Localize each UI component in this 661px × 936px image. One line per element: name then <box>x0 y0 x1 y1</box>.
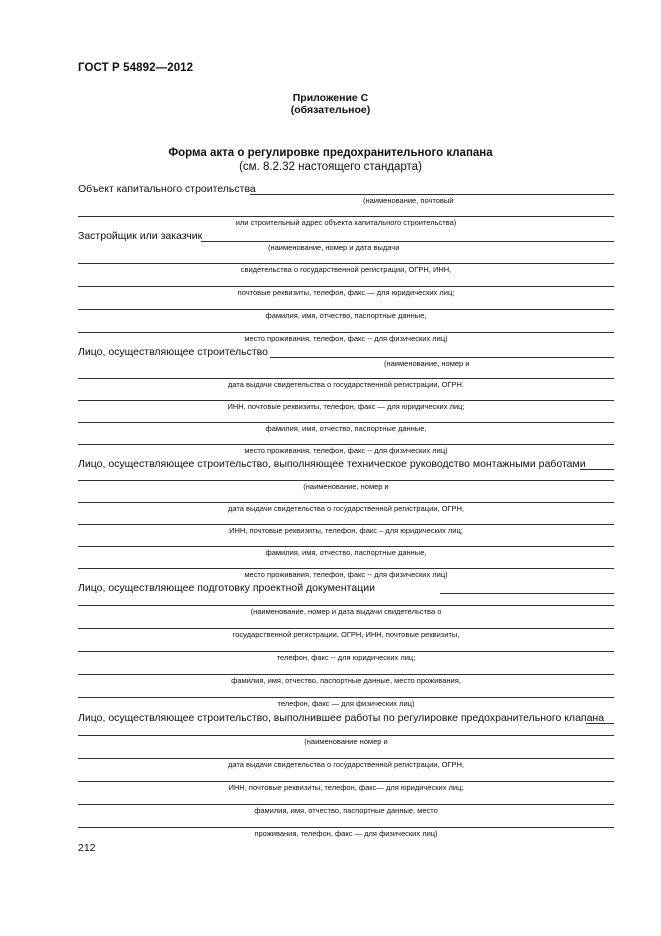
field-caption: фамилия, имя, отчество, паспортные данные, <box>265 424 427 433</box>
fill-line[interactable] <box>78 697 614 698</box>
fill-line[interactable] <box>78 216 614 217</box>
field-caption: фамилия, имя, отчество, паспортные данные, <box>265 311 427 320</box>
appendix-status: (обязательное) <box>290 104 371 116</box>
field-hint: (наименование, номер и дата выдачи <box>268 243 400 252</box>
field-caption: фамилия, имя, отчество, паспортные данные, место <box>254 806 438 815</box>
fill-line[interactable] <box>78 400 614 401</box>
standard-designation: ГОСТ Р 54892—2012 <box>78 62 194 74</box>
fill-line[interactable] <box>78 263 614 264</box>
fill-line[interactable] <box>78 378 614 379</box>
field-caption: телефон, факс — для физических лиц) <box>277 699 415 708</box>
fill-line[interactable] <box>78 309 614 310</box>
fill-line-valve-adjuster[interactable] <box>586 723 614 724</box>
field-caption: ИНН, почтовые реквизиты, телефон, факс – для юридических лиц; <box>229 526 463 535</box>
field-caption: или строительный адрес объекта капитального строительства) <box>235 218 457 227</box>
field-caption: место проживания, телефон, факс -- для физических лиц) <box>244 570 448 579</box>
field-caption: место проживания, телефон, факс -- для физических лиц) <box>244 446 448 455</box>
field-caption: фамилия, имя, отчество, паспортные данные, место проживания, <box>231 676 461 685</box>
field-caption: дата выдачи свидетельства о государственной регистрации, ОГРН, <box>227 504 465 513</box>
field-caption: ИНН, почтовые реквизиты, телефон, факс— для юридических лиц; <box>228 783 464 792</box>
fill-line[interactable] <box>78 332 614 333</box>
field-caption: телефон, факс -- для юридических лиц; <box>276 653 416 662</box>
field-label-construction-object: Объект капитального строительства <box>78 183 256 195</box>
fill-line[interactable] <box>78 480 614 481</box>
field-caption: (наименование, номер и <box>303 482 389 491</box>
fill-line[interactable] <box>78 422 614 423</box>
fill-line[interactable] <box>78 804 614 805</box>
field-caption: место проживания, телефон, факс -- для физических лиц) <box>244 334 448 343</box>
fill-line[interactable] <box>78 735 614 736</box>
field-hint: (наименование, почтовый <box>363 196 454 205</box>
fill-line[interactable] <box>78 628 614 629</box>
fill-line[interactable] <box>78 827 614 828</box>
fill-line[interactable] <box>78 781 614 782</box>
form-subtitle: (см. 8.2.32 настоящего стандарта) <box>239 161 422 173</box>
fill-line[interactable] <box>78 568 614 569</box>
field-caption: фамилия, имя, отчество, паспортные данные, <box>265 548 427 557</box>
page-number: 212 <box>78 842 96 854</box>
fill-line[interactable] <box>78 651 614 652</box>
field-caption: дата выдачи свидетельства о государственной регистрации, ОГРН. <box>227 380 465 389</box>
fill-line[interactable] <box>78 444 614 445</box>
field-caption: (наименование номер и <box>304 737 388 746</box>
field-caption: (наименование, номер и дата выдачи свидетельства о <box>250 607 442 616</box>
field-caption: проживания, телефон, факс — для физических лиц) <box>254 829 438 838</box>
fill-line-construction-object[interactable] <box>250 194 614 195</box>
fill-line[interactable] <box>78 524 614 525</box>
field-label-developer: Застройщик или заказчик <box>78 230 203 242</box>
field-caption: свидетельства о государственной регистрации, ОГРН, ИНН, <box>240 265 452 274</box>
fill-line-technical-supervisor[interactable] <box>580 469 614 470</box>
field-label-valve-adjuster: Лицо, осуществляющее строительство, выполнившее работы по регулировке предохранительного клапана <box>78 712 605 724</box>
field-caption: дата выдачи свидетельства о государственной регистрации, ОГРН, <box>227 760 465 769</box>
fill-line[interactable] <box>78 546 614 547</box>
fill-line[interactable] <box>78 674 614 675</box>
fill-line-developer[interactable] <box>201 241 614 242</box>
appendix-title: Приложение С <box>292 92 369 104</box>
fill-line[interactable] <box>78 758 614 759</box>
fill-line[interactable] <box>78 502 614 503</box>
field-label-technical-supervisor: Лицо, осуществляющее строительство, выполняющее техническое руководство монтажными работами <box>78 458 586 470</box>
fill-line[interactable] <box>78 286 614 287</box>
field-caption: государственной регистрации, ОГРН, ИНН, почтовые реквизиты, <box>232 630 460 639</box>
field-hint: (наименование, номер и <box>384 359 470 368</box>
field-caption: почтовые реквизиты, телефон, факс — для юридических лиц; <box>237 288 455 297</box>
field-caption: ИНН, почтовые реквизиты, телефон, факс — для юридических лиц; <box>227 402 465 411</box>
fill-line-builder[interactable] <box>270 357 614 358</box>
fill-line-design-preparer[interactable] <box>440 593 614 594</box>
field-label-builder: Лицо, осуществляющее строительство <box>78 346 268 358</box>
form-title: Форма акта о регулировке предохранительного клапана <box>168 147 493 159</box>
fill-line[interactable] <box>78 605 614 606</box>
field-label-design-preparer: Лицо, осуществляющее подготовку проектной документации <box>78 582 375 594</box>
